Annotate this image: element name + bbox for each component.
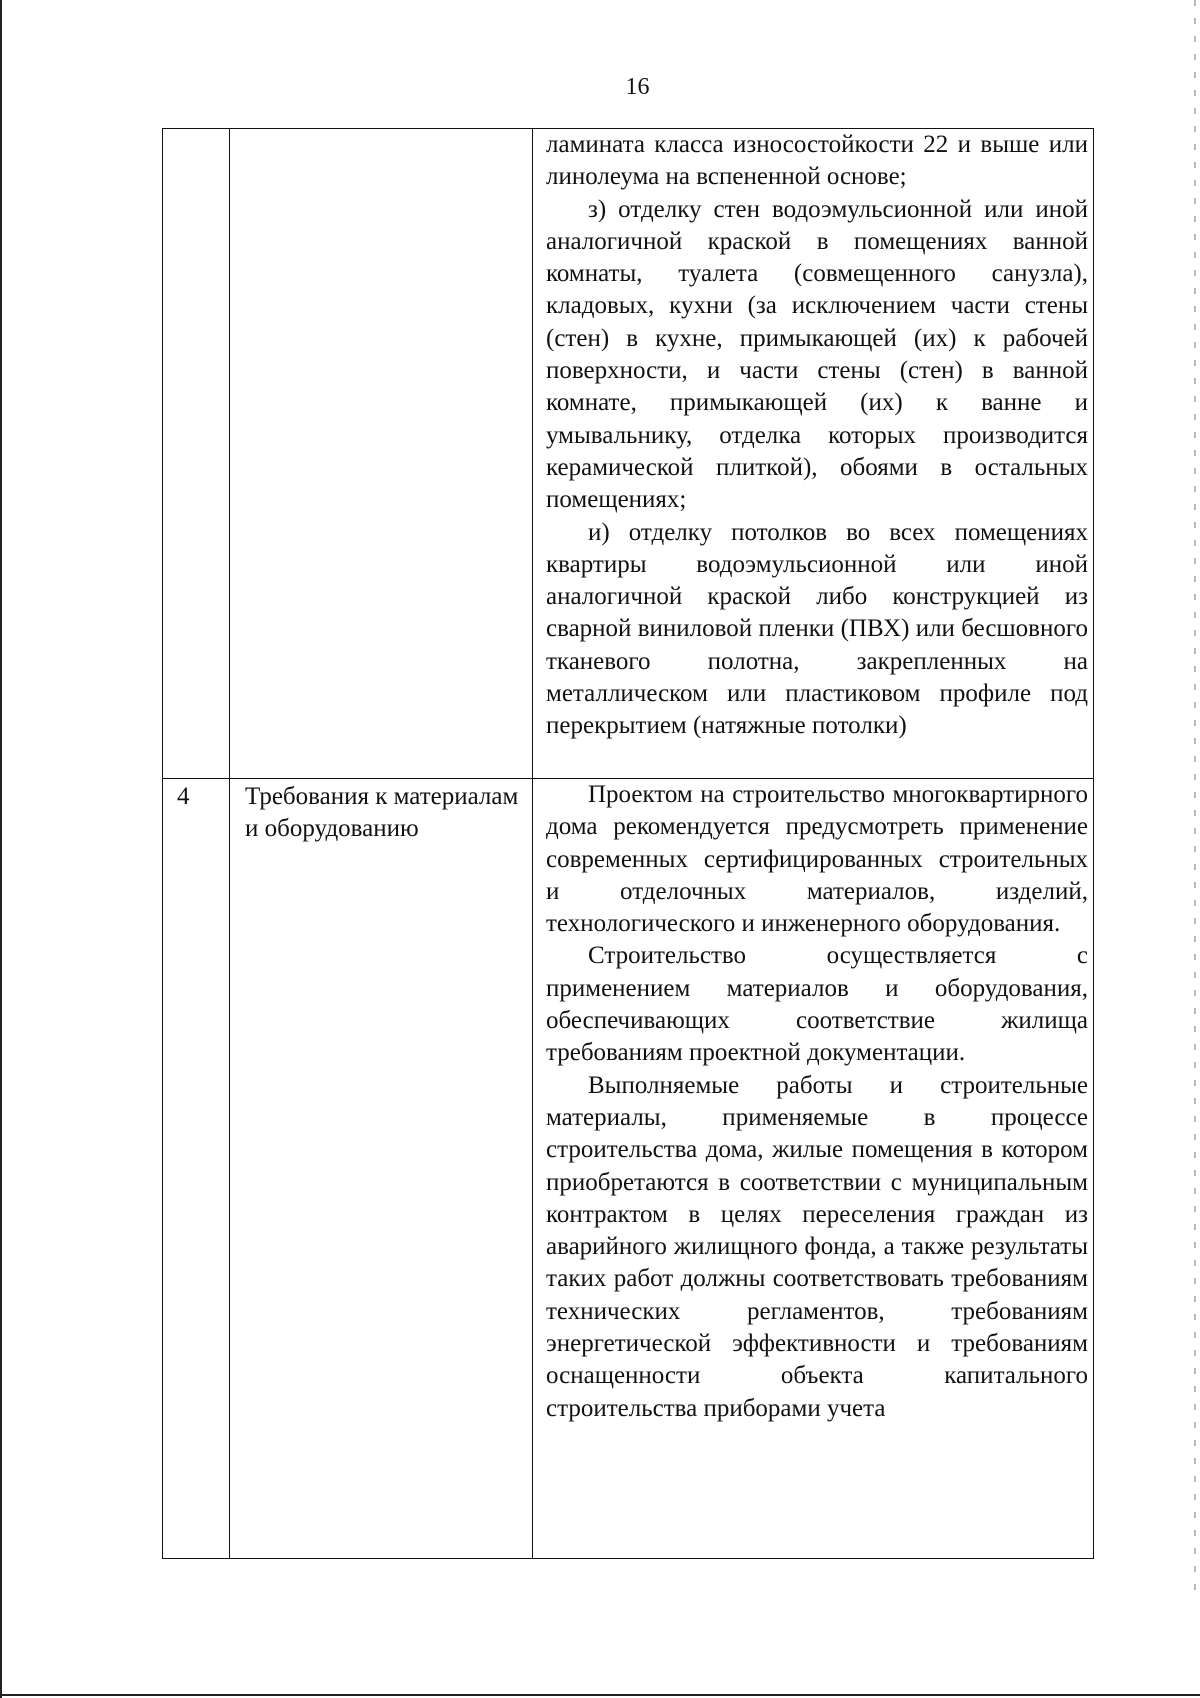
table-row [163, 779, 1094, 1559]
row-text-cell [533, 129, 1094, 779]
scan-edge-left [0, 0, 2, 1698]
requirements-table [162, 128, 1094, 1559]
row-name-cell [230, 779, 533, 1559]
paragraph: Строительство осуществляется с применением материалов и оборудования, обеспечивающих соответствие жилища требованиям проектной документации. [546, 942, 1088, 1067]
scan-edge-right [1194, 0, 1196, 1600]
paragraph: и) отделку потолков во всех помещениях квартиры водоэмульсионной или иной аналогичной краской либо конструкцией из сварной виниловой пленки (ПВХ) или бесшовного тканевого полотна, закрепленных на металлическом или пластиковом профиле под перекрытием (натяжные потолки) [546, 518, 1088, 740]
paragraph: з) отделку стен водоэмульсионной или иной аналогичной краской в помещениях ванной комнаты, туалета (совмещенного санузла), кладовых, кухни (за исключением части стены (стен) в кухне, примыкающей (их) к рабочей поверхности, и части стены (стен) в ванной комнате, примыкающей (их) к ванне и умывальнику, отделка которых производится керамической плиткой), обоями в остальных помещениях; [546, 195, 1088, 514]
row-name: Требования к материалам и оборудованию [245, 783, 519, 843]
row-text-cell [533, 779, 1094, 1559]
row-name [230, 129, 532, 131]
scan-edge-bottom [0, 1694, 1200, 1696]
paragraph: ламината класса износостойкости 22 и выше или линолеума на вспененной основе; [546, 131, 1088, 191]
row-number-cell [163, 779, 230, 1559]
page-number: 16 [625, 74, 650, 100]
table-row [163, 129, 1094, 779]
paragraph: Проектом на строительство многоквартирного дома рекомендуется предусмотреть применение современных сертифицированных строительных и отделочных материалов, изделий, технологического и инженерного оборудования. [546, 781, 1088, 938]
row-number-cell [163, 129, 230, 779]
row-number: 4 [177, 783, 190, 810]
row-name-cell [230, 129, 533, 779]
row-number [163, 129, 229, 131]
paragraph: Выполняемые работы и строительные материалы, применяемые в процессе строительства дома, жилые помещения в котором приобретаются в соответствии с муниципальным контрактом в целях переселения граждан из аварийного жилищного фонда, а также результаты таких работ должны соответствовать требованиям технических регламентов, требованиям энергетической эффективности и требованиям оснащенности объекта капитального строительства приборами учета [546, 1071, 1088, 1422]
